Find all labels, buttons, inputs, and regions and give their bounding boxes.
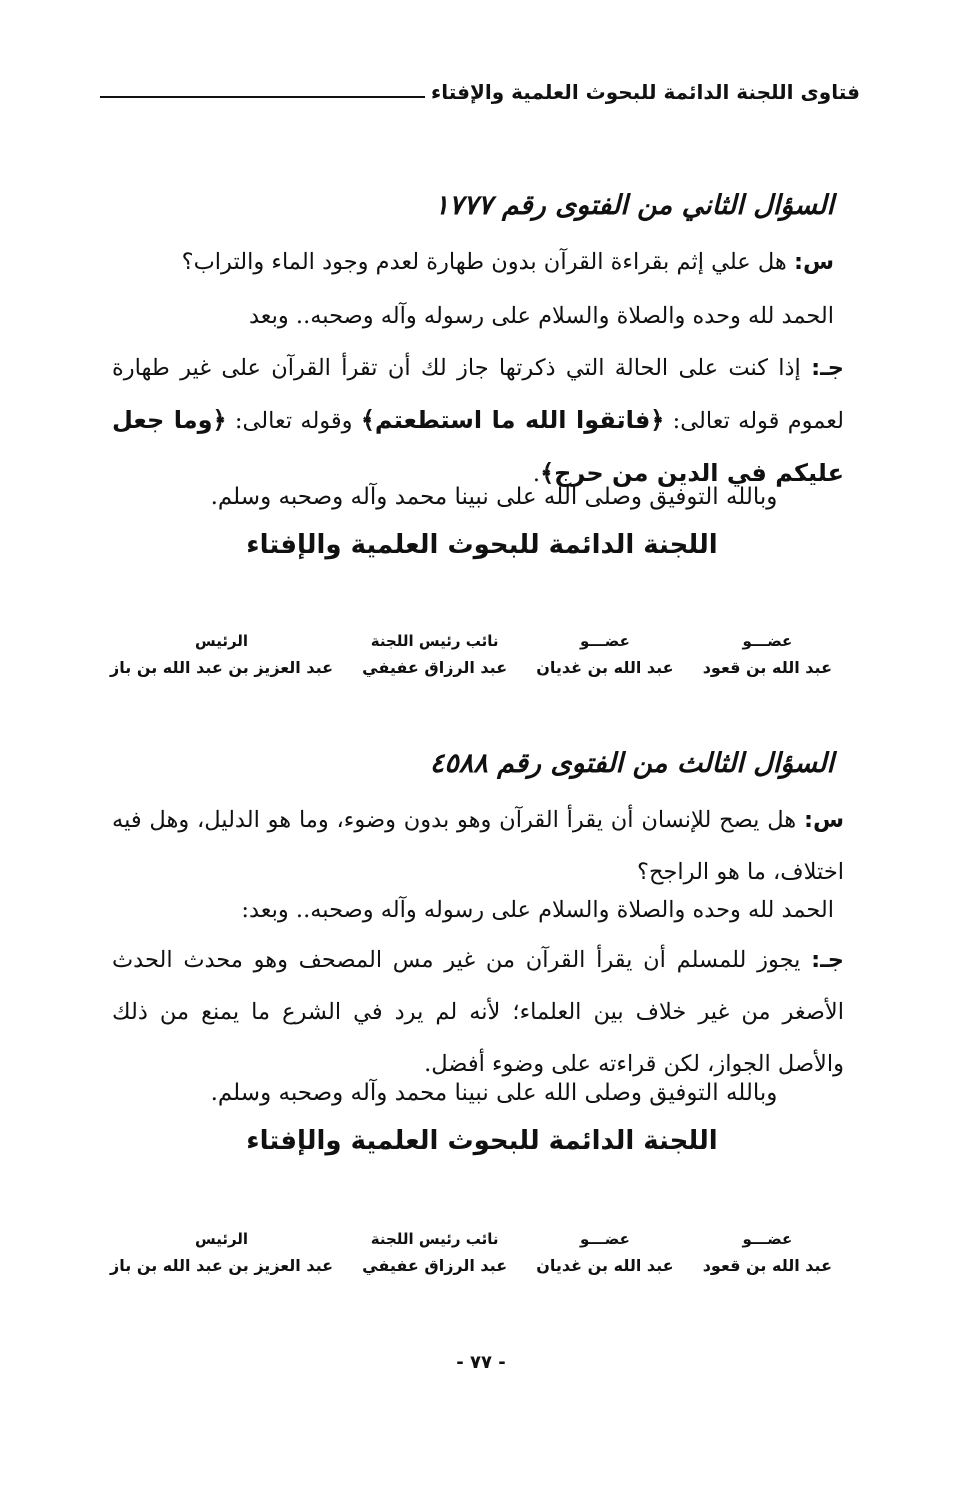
answer-end-dot: .: [532, 461, 541, 487]
fatwa-1-signatures: [110, 632, 832, 677]
question-prefix: س:: [793, 249, 834, 275]
signature-role: عضـــو: [742, 1230, 793, 1248]
signature-vice-chairman: [362, 1230, 507, 1275]
signature-member-1: [703, 1230, 832, 1275]
header-rule: [100, 96, 425, 98]
fatwa-2-heading: السؤال الثالث من الفتوى رقم ٤٥٨٨: [429, 748, 834, 779]
page-number: - ٧٧ -: [456, 1352, 506, 1373]
signature-name: عبد الله بن غديان: [536, 1256, 674, 1275]
signature-chairman: [110, 1230, 333, 1275]
signature-name: عبد الرزاق عفيفي: [362, 658, 508, 677]
fatwa-2-praise: الحمد لله وحده والصلاة والسلام على رسوله وآله وصحبه.. وبعد:: [241, 897, 834, 923]
signature-member-1: [703, 632, 832, 677]
fatwa-2-committee: اللجنة الدائمة للبحوث العلمية والإفتاء: [246, 1126, 718, 1156]
signature-role: عضـــو: [580, 632, 630, 650]
fatwa-1-committee: اللجنة الدائمة للبحوث العلمية والإفتاء: [246, 530, 718, 560]
signature-chairman: [110, 632, 333, 677]
signature-name: عبد العزيز بن عبد الله بن باز: [110, 1256, 334, 1275]
running-title: فتاوى اللجنة الدائمة للبحوث العلمية والإفتاء: [431, 80, 860, 104]
fatwa-1-heading: السؤال الثاني من الفتوى رقم ١٧٧٧: [434, 190, 834, 221]
answer-prefix: جـ:: [811, 947, 844, 973]
fatwa-2-answer: [112, 934, 844, 1090]
signature-role: نائب رئيس اللجنة: [370, 1230, 499, 1248]
signature-name: عبد الله بن غديان: [536, 658, 674, 677]
fatwa-1-praise: الحمد لله وحده والصلاة والسلام على رسوله وآله وصحبه.. وبعد: [248, 303, 834, 329]
running-header: [100, 80, 860, 104]
signature-member-2: [536, 1230, 673, 1275]
fatwa-1-question: [114, 236, 834, 288]
question-prefix: س:: [803, 807, 844, 833]
signature-member-2: [536, 632, 673, 677]
answer-prefix: جـ:: [811, 355, 844, 381]
signature-role: عضـــو: [742, 632, 793, 650]
answer-text: يجوز للمسلم أن يقرأ القرآن من غير مس المصحف وهو محدث الحدث الأصغر من غير خلاف بين العلماء؛ لأنه لم يرد في الشرع ما يمنع من ذلك والأصل الجواز، لكن قراءته على وضوء أفضل.: [112, 947, 844, 1077]
answer-text: إذا كنت على الحالة التي ذكرتها جاز لك أن تقرأ القرآن على غير طهارة لعموم قوله تعالى:: [112, 355, 844, 434]
signature-name: عبد الله بن قعود: [702, 658, 832, 677]
question-text: هل علي إثم بقراءة القرآن بدون طهارة لعدم وجود الماء والتراب؟: [181, 249, 787, 275]
fatwa-1-answer: [112, 342, 844, 500]
signature-role: الرئيس: [195, 1230, 249, 1248]
signature-name: عبد الرزاق عفيفي: [362, 1256, 508, 1275]
signature-role: نائب رئيس اللجنة: [370, 632, 499, 650]
fatwa-2-question: [112, 794, 844, 898]
signature-role: عضـــو: [580, 1230, 630, 1248]
signature-role: الرئيس: [195, 632, 249, 650]
fatwa-1-closing: وبالله التوفيق وصلى الله على نبينا محمد وآله وصحبه وسلم.: [210, 484, 778, 510]
fatwa-2-closing: وبالله التوفيق وصلى الله على نبينا محمد وآله وصحبه وسلم.: [210, 1080, 778, 1106]
fatwa-2-signatures: [110, 1230, 832, 1275]
signature-name: عبد العزيز بن عبد الله بن باز: [110, 658, 334, 677]
quran-verse-2: ﴿وما جعل عليكم في الدين من حرج﴾: [112, 406, 844, 487]
signature-vice-chairman: [362, 632, 507, 677]
question-text: هل يصح للإنسان أن يقرأ القرآن وهو بدون وضوء، وما هو الدليل، وهل فيه اختلاف، ما هو الراجح؟: [112, 807, 844, 885]
answer-connector: وقوله تعالى:: [234, 408, 353, 434]
quran-verse-1: ﴿فاتقوا الله ما استطعتم﴾: [360, 406, 665, 434]
signature-name: عبد الله بن قعود: [702, 1256, 832, 1275]
